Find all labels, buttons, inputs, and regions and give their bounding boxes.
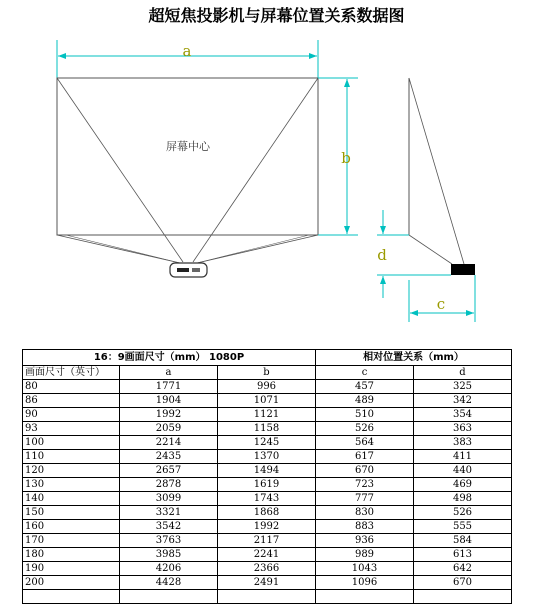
size-cell: 160	[23, 520, 120, 534]
col-header-c: c	[316, 366, 414, 380]
table-group-header	[23, 350, 512, 366]
c-cell: 777	[316, 492, 414, 506]
d-cell: 498	[414, 492, 512, 506]
size-cell: 86	[23, 394, 120, 408]
d-cell: 411	[414, 450, 512, 464]
size-cell: 140	[23, 492, 120, 506]
table-row	[23, 450, 512, 464]
size-cell: 80	[23, 380, 120, 394]
d-cell: 526	[414, 506, 512, 520]
label-a: a	[182, 42, 192, 60]
a-cell: 2435	[120, 450, 218, 464]
a-cell: 3542	[120, 520, 218, 534]
c-cell: 457	[316, 380, 414, 394]
a-cell: 4428	[120, 576, 218, 590]
b-cell: 1743	[218, 492, 316, 506]
c-cell: 564	[316, 436, 414, 450]
b-cell: 1158	[218, 422, 316, 436]
dimension-b	[318, 78, 358, 235]
table-row	[23, 422, 512, 436]
table-row	[23, 548, 512, 562]
empty-cell	[23, 590, 120, 604]
size-cell: 190	[23, 562, 120, 576]
projector-front-icon	[170, 263, 207, 277]
table-row	[23, 520, 512, 534]
screen-front-view	[57, 78, 318, 263]
col-header-size: 画面尺寸（英寸）	[23, 366, 120, 380]
size-cell: 100	[23, 436, 120, 450]
dimension-a	[57, 40, 318, 78]
b-cell: 1245	[218, 436, 316, 450]
d-cell: 363	[414, 422, 512, 436]
a-cell: 2214	[120, 436, 218, 450]
c-cell: 723	[316, 478, 414, 492]
d-cell: 670	[414, 576, 512, 590]
page-title: 超短焦投影机与屏幕位置关系数据图	[148, 6, 405, 25]
dimension-c	[409, 275, 475, 322]
c-cell: 617	[316, 450, 414, 464]
d-cell: 440	[414, 464, 512, 478]
size-cell: 200	[23, 576, 120, 590]
d-cell: 584	[414, 534, 512, 548]
table-row	[23, 380, 512, 394]
a-cell: 1771	[120, 380, 218, 394]
d-cell: 354	[414, 408, 512, 422]
b-cell: 1494	[218, 464, 316, 478]
empty-cell	[316, 590, 414, 604]
screen-center-label: 屏幕中心	[166, 140, 210, 153]
b-cell: 996	[218, 380, 316, 394]
screen-side-view	[409, 78, 475, 275]
d-cell: 469	[414, 478, 512, 492]
d-cell: 642	[414, 562, 512, 576]
c-cell: 670	[316, 464, 414, 478]
empty-cell	[414, 590, 512, 604]
table-row	[23, 408, 512, 422]
c-cell: 1043	[316, 562, 414, 576]
size-cell: 90	[23, 408, 120, 422]
c-cell: 936	[316, 534, 414, 548]
c-cell: 830	[316, 506, 414, 520]
d-cell: 325	[414, 380, 512, 394]
c-cell: 883	[316, 520, 414, 534]
c-cell: 989	[316, 548, 414, 562]
col-header-a: a	[120, 366, 218, 380]
a-cell: 3321	[120, 506, 218, 520]
b-cell: 2241	[218, 548, 316, 562]
d-cell: 555	[414, 520, 512, 534]
a-cell: 2059	[120, 422, 218, 436]
b-cell: 1370	[218, 450, 316, 464]
size-cell: 180	[23, 548, 120, 562]
d-cell: 613	[414, 548, 512, 562]
d-cell: 383	[414, 436, 512, 450]
b-cell: 1868	[218, 506, 316, 520]
b-cell: 1992	[218, 520, 316, 534]
a-cell: 3985	[120, 548, 218, 562]
size-cell: 93	[23, 422, 120, 436]
size-cell: 120	[23, 464, 120, 478]
a-cell: 3099	[120, 492, 218, 506]
size-cell: 170	[23, 534, 120, 548]
size-cell: 130	[23, 478, 120, 492]
b-cell: 1121	[218, 408, 316, 422]
label-b: b	[341, 149, 351, 167]
b-cell: 2491	[218, 576, 316, 590]
b-cell: 1071	[218, 394, 316, 408]
size-cell: 150	[23, 506, 120, 520]
table-row	[23, 478, 512, 492]
a-cell: 1904	[120, 394, 218, 408]
b-cell: 2117	[218, 534, 316, 548]
a-cell: 1992	[120, 408, 218, 422]
projector-side-icon	[451, 264, 475, 275]
c-cell: 489	[316, 394, 414, 408]
table-row	[23, 464, 512, 478]
table-row-empty	[23, 590, 512, 604]
d-cell: 342	[414, 394, 512, 408]
c-cell: 510	[316, 408, 414, 422]
table-row	[23, 562, 512, 576]
size-cell: 110	[23, 450, 120, 464]
table-row	[23, 534, 512, 548]
table-row	[23, 394, 512, 408]
b-cell: 2366	[218, 562, 316, 576]
data-table	[22, 349, 512, 604]
col-header-d: d	[414, 366, 512, 380]
c-cell: 1096	[316, 576, 414, 590]
b-cell: 1619	[218, 478, 316, 492]
empty-cell	[218, 590, 316, 604]
empty-cell	[120, 590, 218, 604]
col-header-b: b	[218, 366, 316, 380]
group-header-size: 16：9画面尺寸（mm） 1080P	[23, 350, 316, 366]
table-row	[23, 436, 512, 450]
a-cell: 2657	[120, 464, 218, 478]
table-column-header	[23, 366, 512, 380]
a-cell: 4206	[120, 562, 218, 576]
dimension-d	[377, 210, 451, 298]
label-c: c	[436, 295, 446, 313]
a-cell: 2878	[120, 478, 218, 492]
a-cell: 3763	[120, 534, 218, 548]
table-row	[23, 506, 512, 520]
group-header-position: 相对位置关系（mm）	[316, 350, 512, 366]
c-cell: 526	[316, 422, 414, 436]
table-row	[23, 492, 512, 506]
label-d: d	[377, 246, 387, 264]
table-row	[23, 576, 512, 590]
